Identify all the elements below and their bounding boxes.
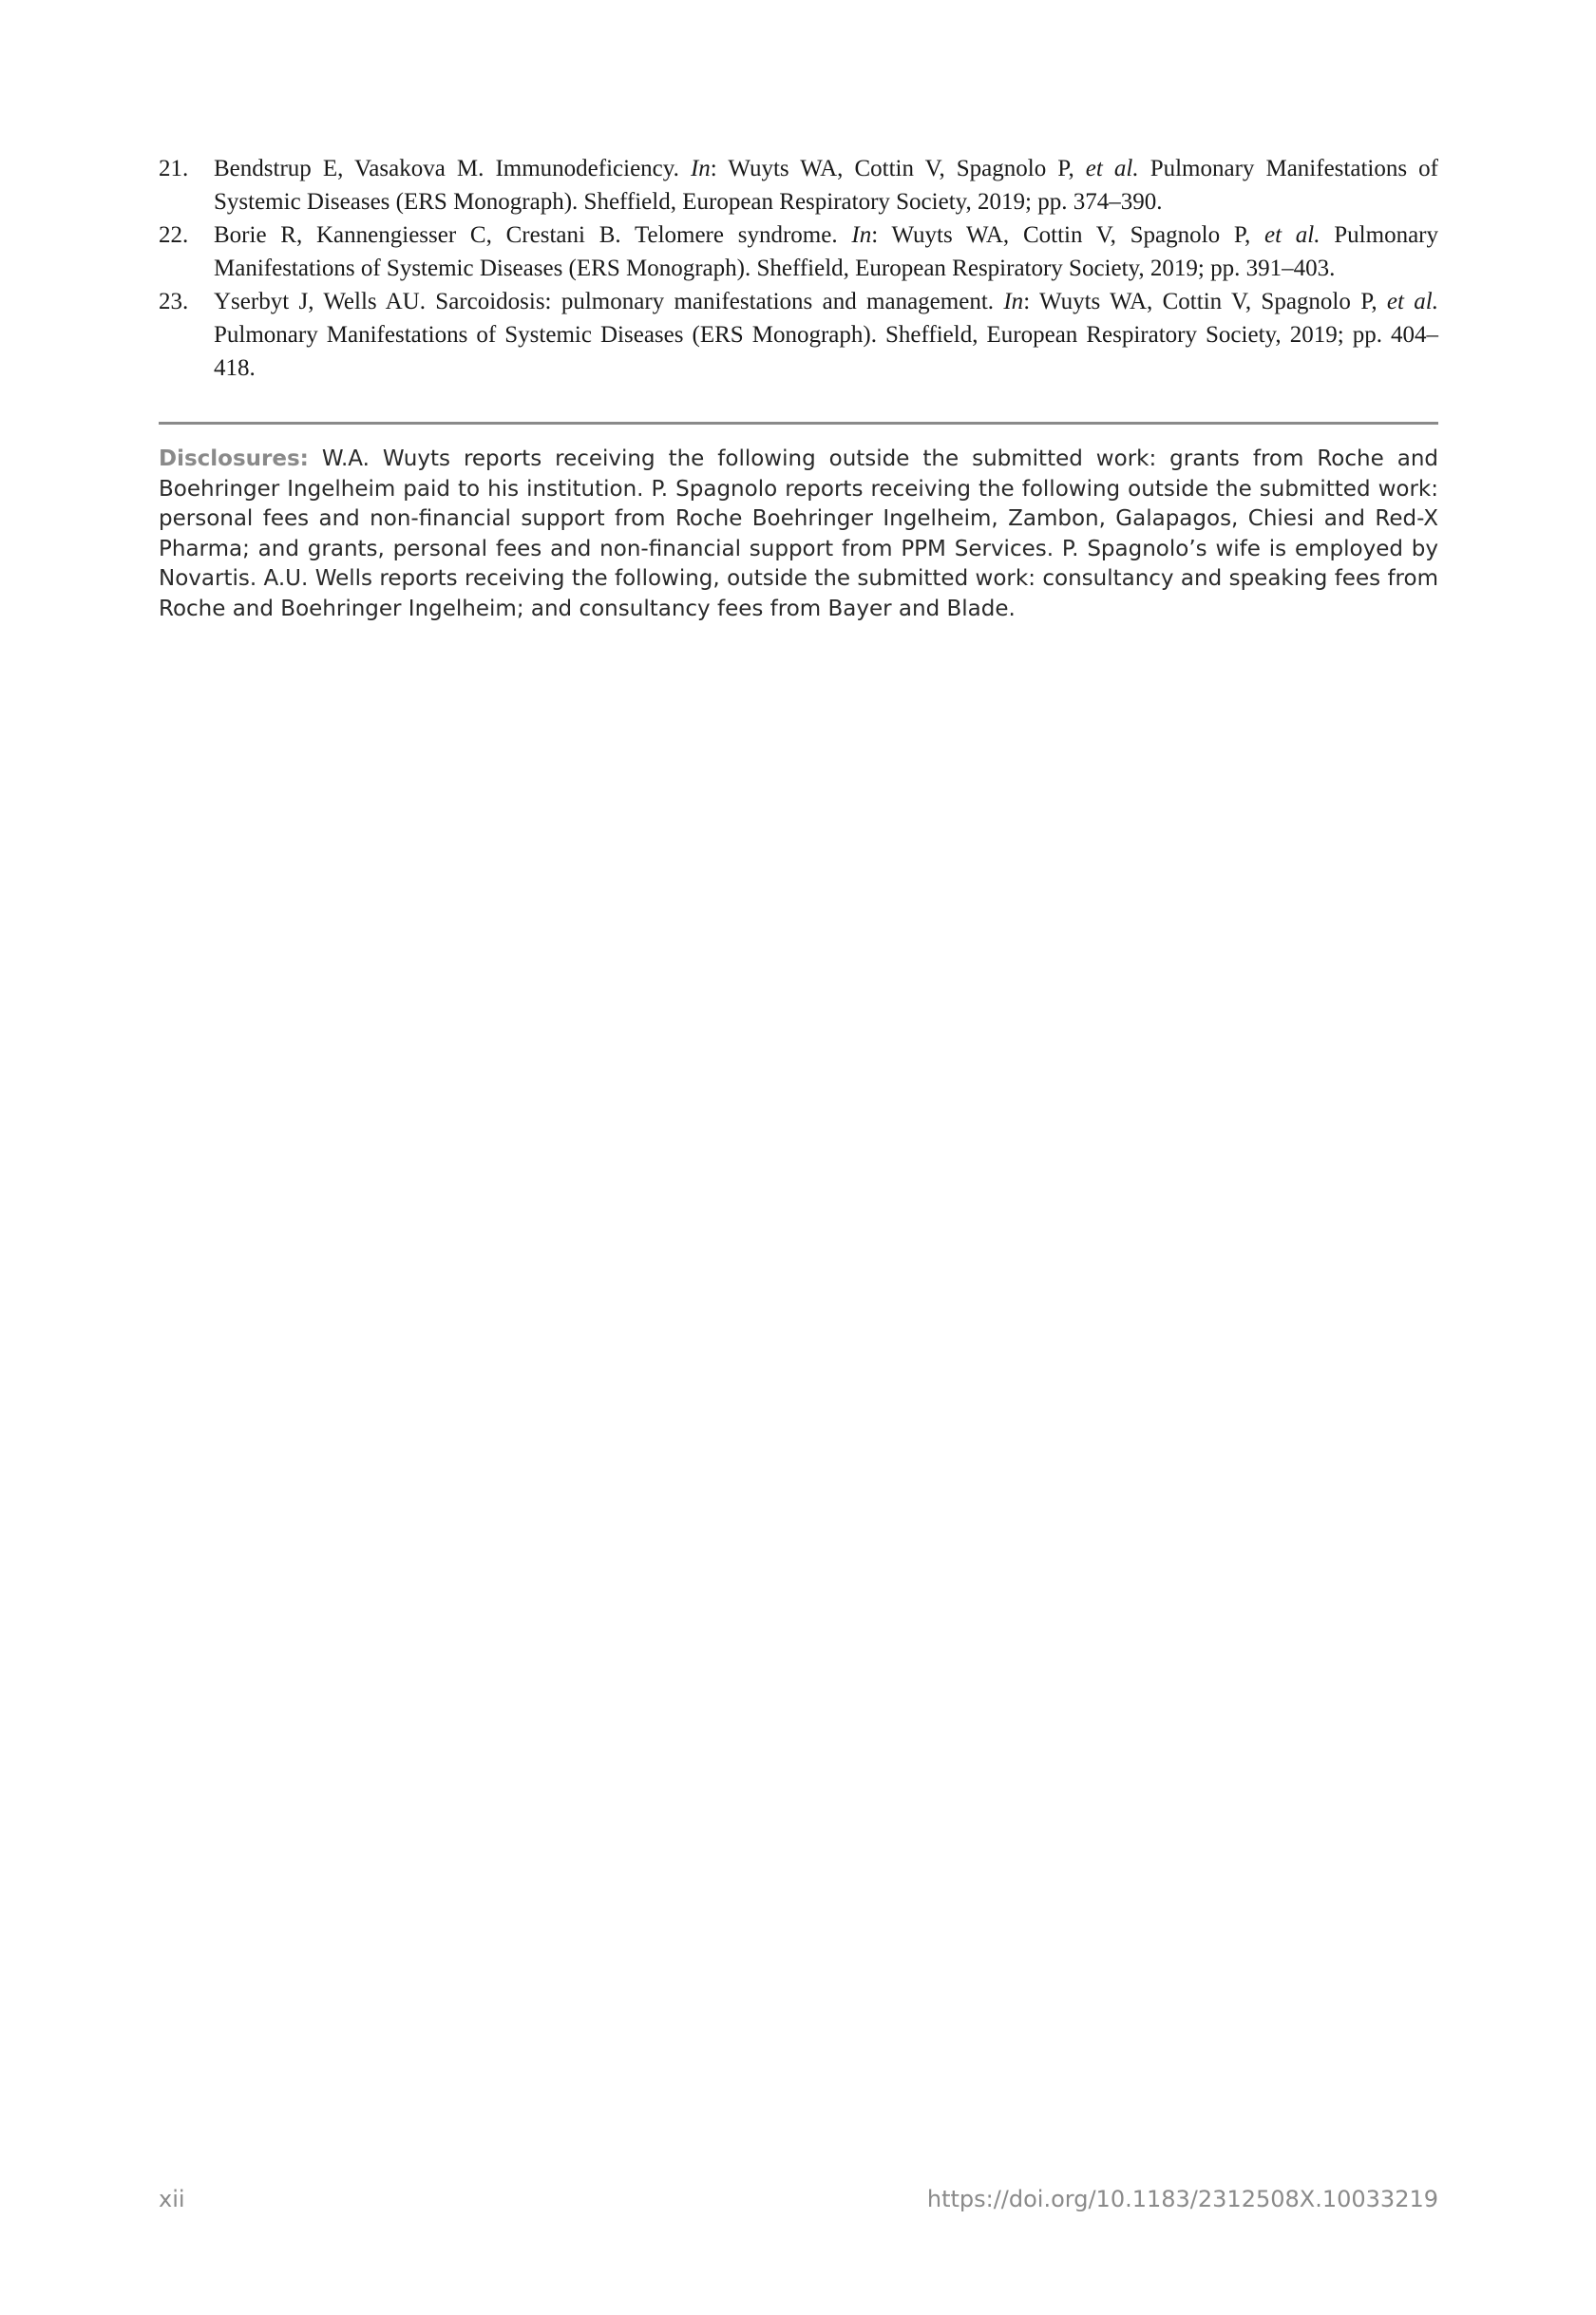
reference-et-al-italic: et al. (1386, 289, 1438, 314)
disclosures-text: W.A. Wuyts reports receiving the following outside the submitted work: grants from Roche and Boehringer Ingelheim paid to his institution. P. Spagnolo reports receiving the following outside the submitted work: personal fees and non-financial support from Roche Boehringer Ingelheim, Zambon, Galapagos, Chiesi and Red-X Pharma; and grants, personal fees and non-financial support from PPM Services. P. Spagnolo’s wife is employed by Novartis. A.U. Wells reports receiving the following, outside the submitted work: consultancy and speaking fees from Roche and Boehringer Ingelheim; and consultancy fees from Bayer and Blade. (159, 446, 1438, 621)
reference-text: Borie R, Kannengiesser C, Crestani B. Telomere syndrome. (214, 222, 852, 248)
reference-text: Bendstrup E, Vasakova M. Immunodeficiency. (214, 156, 691, 181)
reference-list (159, 152, 1438, 385)
page-number: xii (159, 2186, 185, 2212)
reference-text: : Wuyts WA, Cottin V, Spagnolo P, (710, 156, 1086, 181)
reference-number: 23. (159, 289, 189, 314)
disclosures-paragraph (159, 445, 1438, 624)
reference-number: 22. (159, 222, 189, 248)
reference-in-italic: In (690, 156, 711, 181)
reference-item (159, 152, 1438, 218)
reference-in-italic: In (1003, 289, 1024, 314)
reference-item (159, 218, 1438, 285)
reference-number: 21. (159, 156, 189, 181)
reference-et-al-italic: et al. (1264, 222, 1320, 248)
reference-text: Yserbyt J, Wells AU. Sarcoidosis: pulmonary manifestations and management. (214, 289, 1004, 314)
section-divider (159, 422, 1438, 425)
reference-et-al-italic: et al. (1085, 156, 1139, 181)
disclosures-label: Disclosures: (159, 446, 309, 471)
reference-in-italic: In (851, 222, 872, 248)
reference-text: : Wuyts WA, Cottin V, Spagnolo P, (871, 222, 1264, 248)
reference-text: : Wuyts WA, Cottin V, Spagnolo P, (1023, 289, 1387, 314)
reference-text: Pulmonary Manifestations of Systemic Diseases (ERS Monograph). Sheffield, European Respiratory Society, 2019; pp. 391–403. (214, 222, 1438, 281)
reference-item (159, 285, 1438, 385)
doi-link[interactable]: https://doi.org/10.1183/2312508X.10033219 (926, 2186, 1438, 2212)
reference-text: Pulmonary Manifestations of Systemic Diseases (ERS Monograph). Sheffield, European Respiratory Society, 2019; pp. 374–390. (214, 156, 1438, 215)
reference-text: Pulmonary Manifestations of Systemic Diseases (ERS Monograph). Sheffield, European Respiratory Society, 2019; pp. 404–418. (214, 322, 1438, 381)
